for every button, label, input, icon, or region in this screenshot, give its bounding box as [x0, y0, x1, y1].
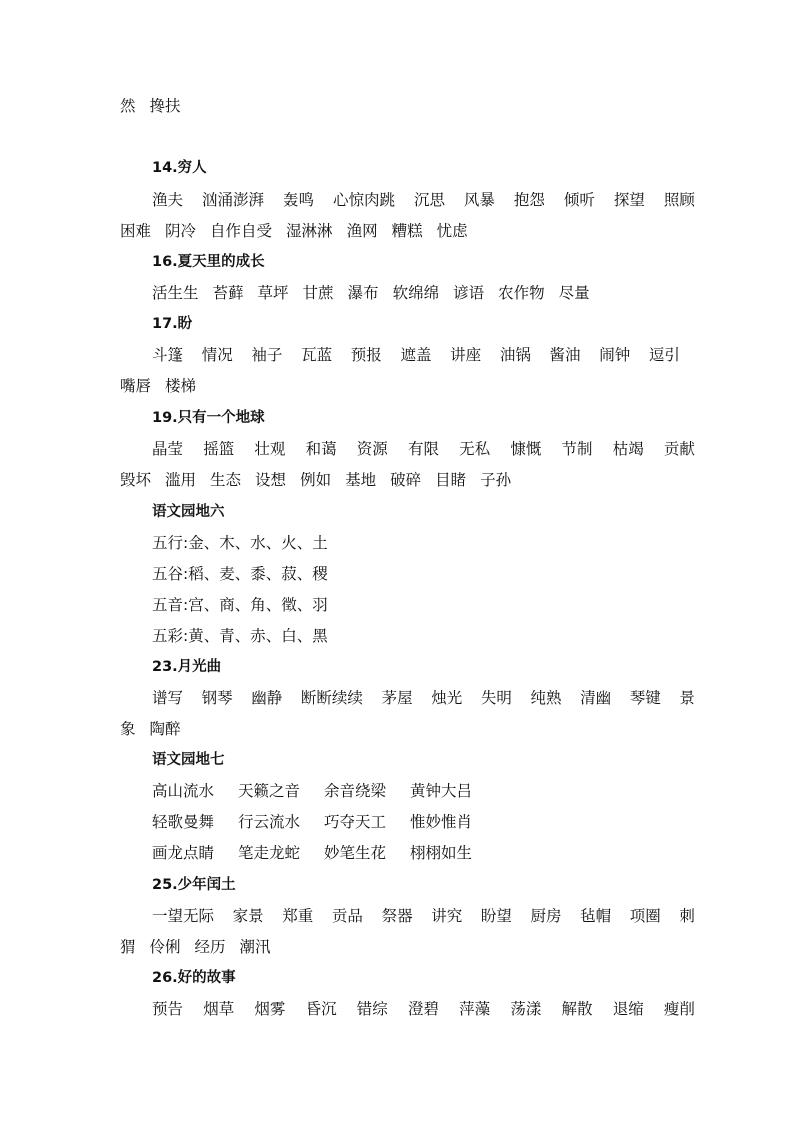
idiom: 轻歌曼舞: [152, 813, 215, 831]
word: 幽静: [251, 689, 283, 707]
word: 壮观: [254, 440, 286, 458]
word: 例如: [300, 471, 332, 489]
word: 无私: [459, 440, 491, 458]
word: 照顾: [663, 191, 695, 209]
section-title-garden-7: 语文园地七: [152, 752, 225, 768]
word: 嘴唇: [120, 377, 152, 395]
word-line: [120, 719, 700, 739]
word: 闹钟: [599, 346, 631, 364]
idiom: 高山流水: [152, 782, 215, 800]
word: 讲究: [431, 907, 463, 925]
list-item: 五行:金、木、水、火、土: [152, 534, 328, 552]
word: 琴键: [629, 689, 661, 707]
word: 谚语: [453, 284, 485, 302]
word: 错综: [356, 1000, 388, 1018]
word: 渔网: [346, 222, 378, 240]
word-line: [120, 376, 700, 396]
word: 一望无际: [152, 907, 215, 925]
word: 资源: [356, 440, 388, 458]
idiom: 惟妙惟肖: [410, 813, 473, 831]
word: 沉思: [413, 191, 445, 209]
word: 钢琴: [201, 689, 233, 707]
word: 失明: [480, 689, 512, 707]
word: 厨房: [530, 907, 562, 925]
idiom: 妙笔生花: [324, 844, 387, 862]
idiom-row: [152, 781, 695, 801]
word: 枯竭: [612, 440, 644, 458]
word: 盼望: [480, 907, 512, 925]
word-line-intro: [120, 96, 700, 116]
word: 断断续续: [300, 689, 363, 707]
word: 退缩: [612, 1000, 644, 1018]
word: 景: [679, 689, 695, 707]
word: 自作自受: [210, 222, 273, 240]
word-line: [152, 283, 695, 303]
word-line: [152, 439, 695, 459]
word: 郑重: [282, 907, 314, 925]
word: 软绵绵: [392, 284, 440, 302]
word: 设想: [255, 471, 287, 489]
word: 清幽: [580, 689, 612, 707]
word: 晶莹: [152, 440, 184, 458]
word-line: [152, 999, 695, 1019]
word: 烟草: [203, 1000, 235, 1018]
word: 预告: [152, 1000, 184, 1018]
word: 甘蔗: [302, 284, 334, 302]
word: 搀扶: [149, 97, 181, 115]
list-item: 五彩:黄、青、赤、白、黑: [152, 627, 328, 645]
word-line: [152, 688, 695, 708]
word: 破碎: [390, 471, 422, 489]
lesson-title-23: 23.月光曲: [152, 659, 222, 675]
word: 然: [120, 97, 136, 115]
word: 风暴: [463, 191, 495, 209]
lesson-title-14: 14.穷人: [152, 160, 207, 176]
word: 经历: [194, 938, 226, 956]
word: 目睹: [435, 471, 467, 489]
lesson-title-17: 17.盼: [152, 316, 193, 332]
word: 纯熟: [530, 689, 562, 707]
word: 草坪: [257, 284, 289, 302]
idiom-row: [152, 812, 695, 832]
word: 陶醉: [149, 720, 181, 738]
word: 贡品: [331, 907, 363, 925]
idiom: 巧夺天工: [324, 813, 387, 831]
lesson-title-16: 16.夏天里的成长: [152, 254, 265, 270]
word: 预报: [350, 346, 382, 364]
word: 慷慨: [510, 440, 542, 458]
word: 湿淋淋: [286, 222, 333, 240]
idiom: 天籁之音: [238, 782, 301, 800]
word: 项圈: [629, 907, 661, 925]
word: 农作物: [498, 284, 545, 302]
word: 尽量: [558, 284, 590, 302]
lesson-title-19: 19.只有一个地球: [152, 410, 265, 426]
word: 节制: [561, 440, 593, 458]
word: 讲座: [450, 346, 482, 364]
word: 滥用: [165, 471, 197, 489]
word: 谱写: [152, 689, 184, 707]
word: 茅屋: [381, 689, 413, 707]
word: 情况: [201, 346, 233, 364]
word: 和蔼: [305, 440, 337, 458]
section-title-garden-6: 语文园地六: [152, 504, 225, 520]
word: 昏沉: [305, 1000, 337, 1018]
word: 猬: [120, 938, 136, 956]
idiom: 笔走龙蛇: [238, 844, 301, 862]
word: 烛光: [431, 689, 463, 707]
word: 苔藓: [212, 284, 244, 302]
word: 遮盖: [400, 346, 432, 364]
idiom-row: [152, 843, 695, 863]
word: 心惊肉跳: [332, 191, 395, 209]
word: 倾听: [563, 191, 595, 209]
word: 忧虑: [436, 222, 468, 240]
word: 潮汛: [239, 938, 271, 956]
word: 毡帽: [580, 907, 612, 925]
word: 象: [120, 720, 136, 738]
word: 探望: [613, 191, 645, 209]
idiom: 行云流水: [238, 813, 301, 831]
word: 解散: [561, 1000, 593, 1018]
word-line: [120, 937, 700, 957]
word: 斗篷: [152, 346, 184, 364]
word: 瀑布: [347, 284, 379, 302]
word: 阴冷: [165, 222, 197, 240]
word: 荡漾: [510, 1000, 542, 1018]
word: 子孙: [480, 471, 512, 489]
word: 有限: [407, 440, 439, 458]
idiom: 栩栩如生: [410, 844, 473, 862]
word: 烟雾: [254, 1000, 286, 1018]
lesson-title-26: 26.好的故事: [152, 970, 236, 986]
word: 活生生: [152, 284, 199, 302]
word: 伶俐: [149, 938, 181, 956]
word: 瘦削: [663, 1000, 695, 1018]
word: 汹涌澎湃: [201, 191, 264, 209]
word-line: [152, 906, 695, 926]
word: 生态: [210, 471, 242, 489]
idiom: 画龙点睛: [152, 844, 215, 862]
word: 刺: [679, 907, 695, 925]
idiom: 余音绕梁: [324, 782, 387, 800]
word: 糟糕: [391, 222, 423, 240]
word: 抱怨: [513, 191, 545, 209]
word: 酱油: [549, 346, 581, 364]
word: 贡献: [663, 440, 695, 458]
word: 困难: [120, 222, 152, 240]
word-line: [120, 470, 700, 490]
word: 瓦蓝: [301, 346, 333, 364]
list-item: 五谷:稻、麦、黍、菽、稷: [152, 565, 328, 583]
word-line: [152, 345, 680, 365]
lesson-title-25: 25.少年闰土: [152, 877, 236, 893]
word: 摇篮: [203, 440, 235, 458]
word: 毁坏: [120, 471, 152, 489]
word: 萍藻: [459, 1000, 491, 1018]
word: 油锅: [499, 346, 531, 364]
word: 家景: [232, 907, 264, 925]
idiom: 黄钟大吕: [410, 782, 473, 800]
word: 楼梯: [165, 377, 197, 395]
word: 基地: [345, 471, 377, 489]
word-line: [152, 190, 695, 210]
word: 袖子: [251, 346, 283, 364]
word: 逗引: [648, 346, 680, 364]
word-line: [120, 221, 700, 241]
list-item: 五音:宫、商、角、徵、羽: [152, 596, 328, 614]
word: 祭器: [381, 907, 413, 925]
word: 轰鸣: [282, 191, 314, 209]
word: 渔夫: [152, 191, 184, 209]
word: 澄碧: [407, 1000, 439, 1018]
